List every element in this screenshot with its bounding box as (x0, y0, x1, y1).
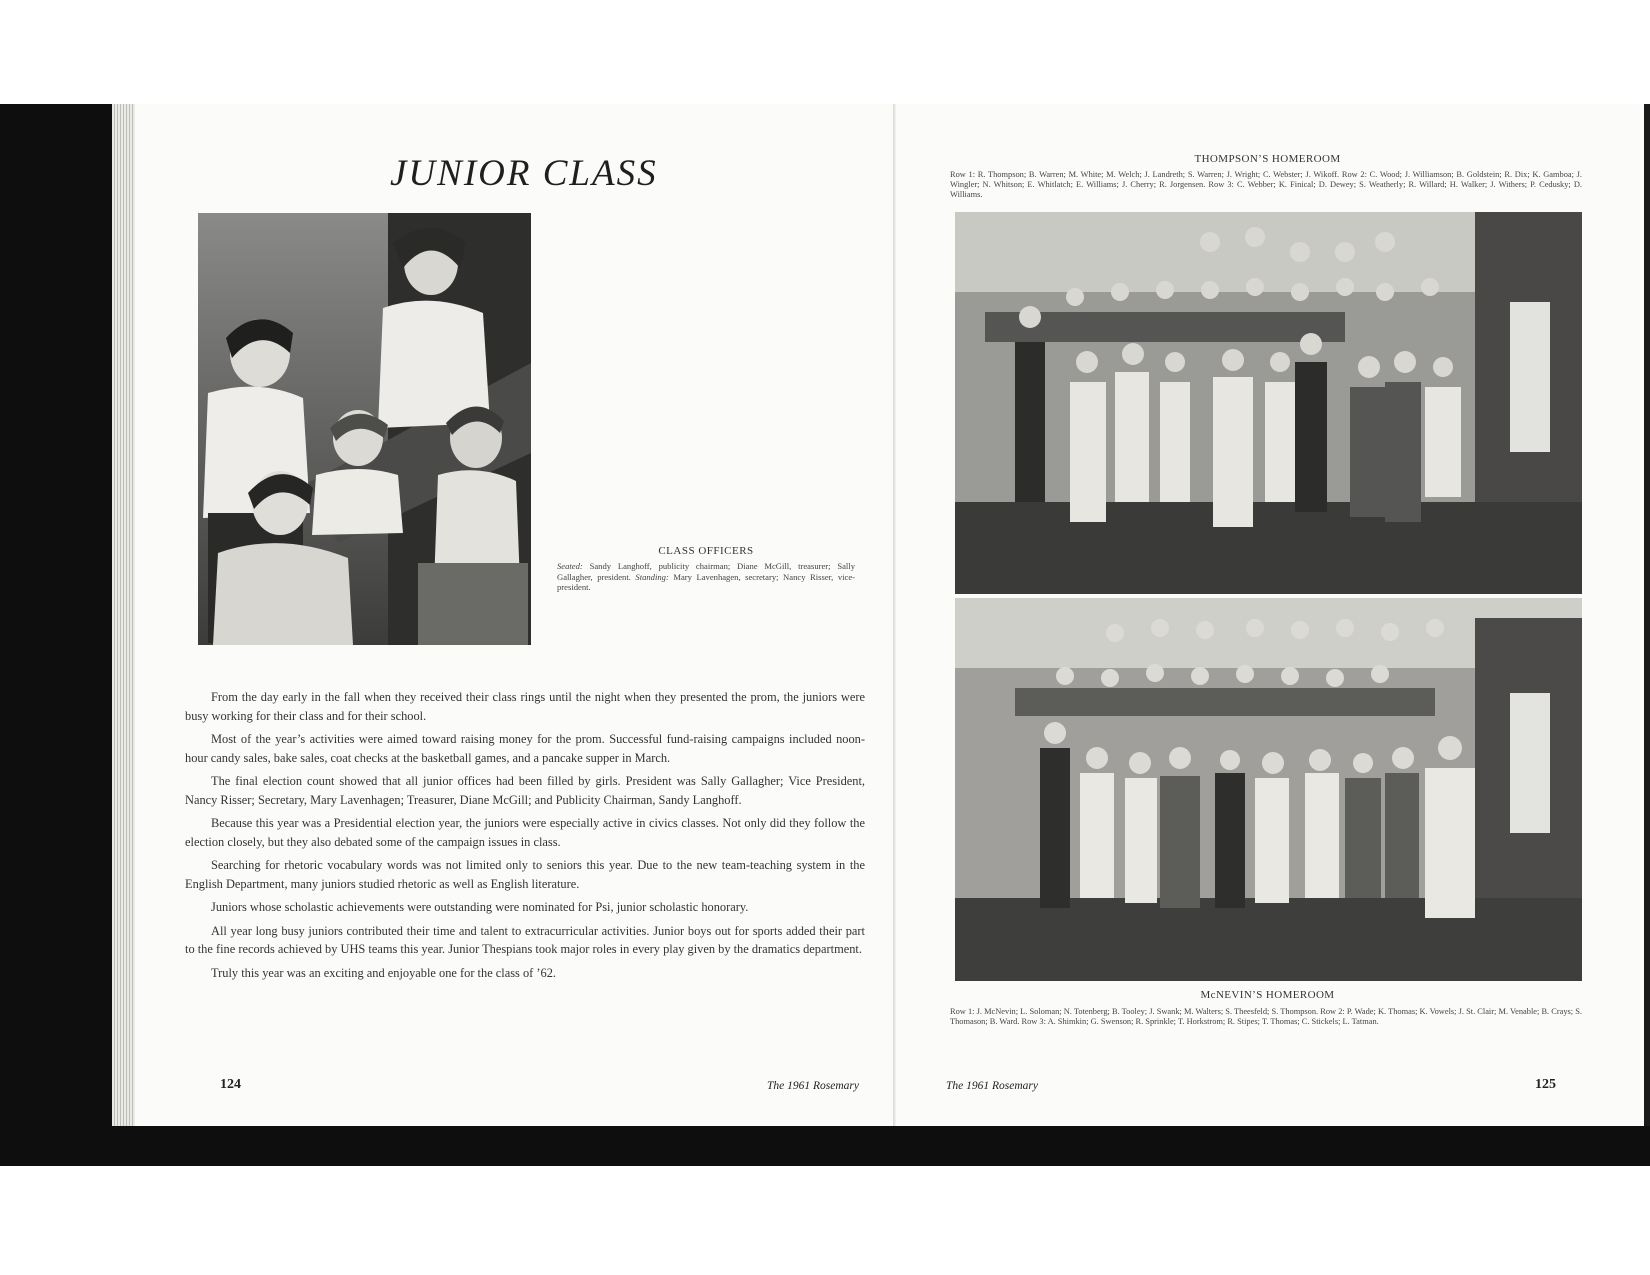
page-number-right: 125 (1535, 1077, 1556, 1092)
caption-heading: CLASS OFFICERS (658, 545, 754, 557)
thompson-homeroom-photo-image (955, 212, 1582, 594)
page-number-left: 124 (220, 1077, 241, 1092)
article-paragraph: From the day early in the fall when they received their class rings until the night when they presented the prom, the juniors were busy working for their class and for their school. (185, 690, 865, 723)
mcnevin-homeroom-heading: McNEVIN’S HOMEROOM (1200, 989, 1335, 1001)
thompson-homeroom-photo (955, 212, 1582, 594)
article-paragraph: Truly this year was an exciting and enjoyable one for the class of ’62. (211, 965, 557, 980)
book-gutter (893, 104, 896, 1126)
article-paragraph: Most of the year’s activities were aimed toward raising money for the prom. Successful fund-raising campaigns included noon-hour candy sales, bake sales, coat checks at the basketball games, and a pancake supper in March. (185, 732, 865, 765)
book-title-left: The 1961 Rosemary (767, 1080, 859, 1092)
article-paragraph: Juniors whose scholastic achievements were outstanding were nominated for Psi, junior scholastic honorary. (211, 900, 749, 914)
article-paragraph: Because this year was a Presidential election year, the juniors were especially active in civics classes. Not only did they follow the election closely, but they also debated some of the campaign issues in class. (185, 816, 865, 849)
thompson-homeroom-names: Row 1: R. Thompson; B. Warren; M. White; M. Welch; J. Landreth; S. Warren; J. Wright; C. Webster; J. Wikoff. Row 2: C. Wood; J. Williamson; B. Goldstein; R. Dix; K. Gamboa; J. Wingler; N. Whitson; E. Whitlatch; E. Williams; J. Cherry; R. Jorgensen. Row 3: C. Webber; K. Finical; D. Dewey; S. Weatherly; R. Willard; H. Walker; J. Withers; P. Cedusky; D. Williams. (950, 170, 1582, 200)
mcnevin-homeroom-photo-image (955, 598, 1582, 981)
class-officers-caption (557, 545, 855, 593)
class-officers-photo (198, 213, 531, 645)
standing-label: Standing: (635, 571, 669, 582)
junior-class-article (185, 688, 865, 987)
book-title-right: The 1961 Rosemary (946, 1080, 1038, 1092)
page-title: JUNIOR CLASS (390, 153, 658, 194)
caption-text (557, 561, 855, 593)
article-paragraph: Searching for rhetoric vocabulary words was not limited only to seniors this year. Due to the new team-teaching system in the English Department, many juniors studied rhetoric as well as English literature. (185, 858, 865, 891)
standing-text: Mary Lavenhagen, secretary; Nancy Risser, vice-president. (557, 571, 855, 592)
page-edges-left (112, 104, 136, 1126)
thompson-homeroom-heading: THOMPSON’S HOMEROOM (1194, 153, 1341, 165)
mcnevin-homeroom-names: Row 1: J. McNevin; L. Soloman; N. Totenberg; B. Tooley; J. Swank; M. Walters; S. Theesfeld; S. Thompson. Row 2: P. Wade; K. Thomas; K. Vowels; J. St. Clair; M. Venable; B. Crays; S. Thomason; B. Ward. Row 3: A. Shimkin; G. Swenson; R. Sprinkle; T. Horkstrom; R. Stipes; T. Thomas; C. Stickels; L. Tatman. (950, 1007, 1582, 1027)
article-paragraph: The final election count showed that all junior offices had been filled by girls. President was Sally Gallagher; Vice President, Nancy Risser; Secretary, Mary Lavenhagen; Treasurer, Diane McGill; and Publicity Chairman, Sandy Langhoff. (185, 774, 865, 807)
seated-text: Sandy Langhoff, publicity chairman; Diane McGill, treasurer; Sally Gallagher, president. (557, 561, 855, 582)
page-edges-right (1644, 104, 1650, 1126)
mcnevin-homeroom-photo (955, 598, 1582, 981)
article-paragraph: All year long busy juniors contributed their time and talent to extracurricular activities. Junior boys out for sports added their part to the fine records achieved by UHS teams this year. Junior Thespians took major roles in every play given by the dramatics department. (185, 923, 865, 956)
class-officers-photo-image (198, 213, 531, 645)
seated-label: Seated: (557, 561, 583, 571)
